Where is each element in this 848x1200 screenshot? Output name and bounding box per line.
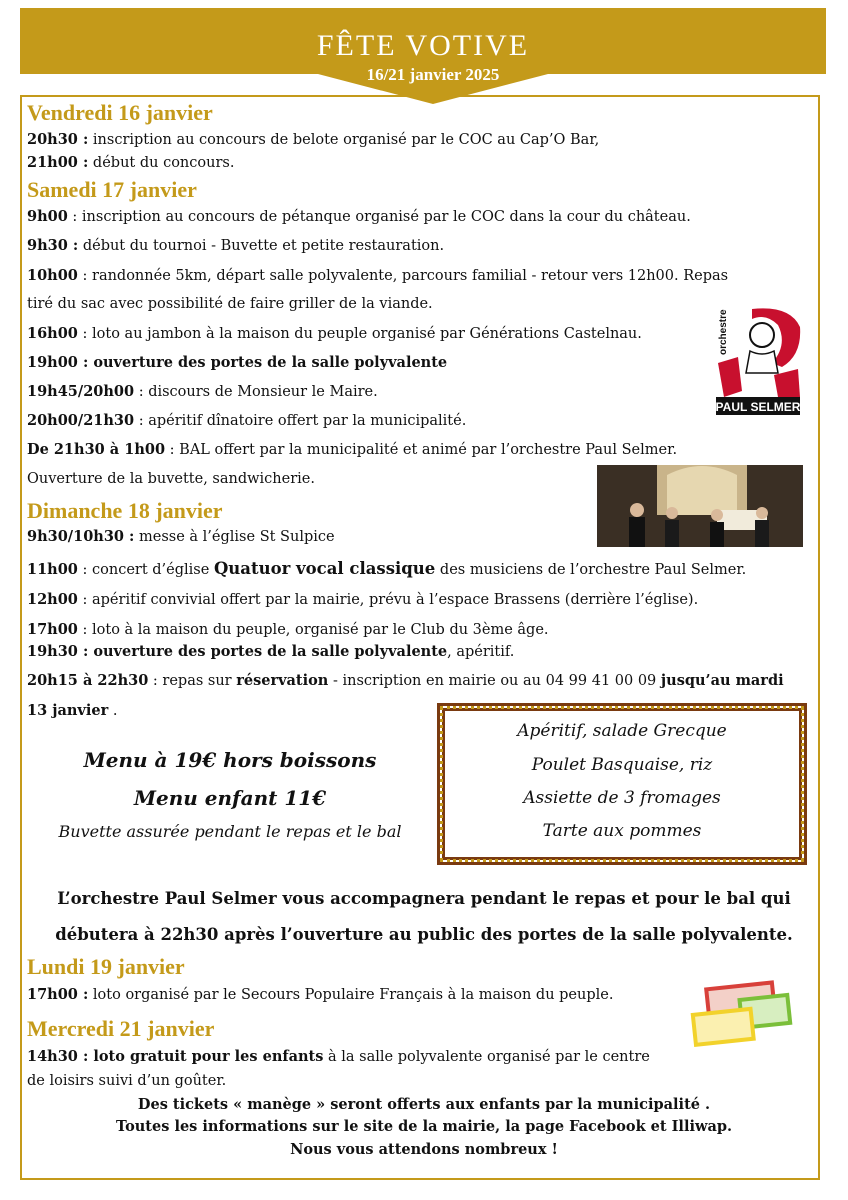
event-dates: 16/21 janvier 2025 [366, 65, 500, 84]
vendredi-line-2: 21h00 : début du concours. [27, 154, 235, 171]
samedi-line-2: 9h30 : début du tournoi - Buvette et petite restauration. [27, 237, 445, 254]
dimanche-line-1: 9h30/10h30 : messe à l’église St Sulpice [27, 528, 335, 545]
samedi-line-7: 20h00/21h30 : apéritif dînatoire offert par la municipalité. [27, 412, 467, 429]
poster-top-text: orchestre [718, 309, 729, 355]
heading-samedi: Samedi 17 janvier [27, 177, 197, 202]
loto-cards-image [685, 980, 795, 1048]
church-concert-photo-art [597, 465, 803, 547]
samedi-line-9: Ouverture de la buvette, sandwicherie. [27, 471, 315, 487]
heading-mercredi: Mercredi 21 janvier [27, 1016, 215, 1041]
footer-line-3: Nous vous attendons nombreux ! [290, 1141, 558, 1158]
menu-item-1: Apéritif, salade Grecque [517, 721, 727, 741]
page-title: FÊTE VOTIVE [316, 29, 530, 62]
menu-item-2: Poulet Basquaise, riz [531, 755, 713, 775]
dimanche-line-4: 17h00 : loto à la maison du peuple, organisé par le Club du 3ème âge. [27, 621, 549, 638]
samedi-line-3b: tiré du sac avec possibilité de faire griller de la viande. [27, 296, 433, 312]
loto-cards-art [685, 980, 795, 1048]
samedi-line-3: 10h00 : randonnée 5km, départ salle polyvalente, parcours familial - retour vers 12h00. Repas [27, 267, 729, 284]
samedi-line-6: 19h45/20h00 : discours de Monsieur le Maire. [27, 383, 378, 400]
mercredi-line-2: de loisirs suivi d’un goûter. [27, 1073, 227, 1089]
menu-price: Menu à 19€ hors boissons [83, 748, 377, 772]
dimanche-line-6: 20h15 à 22h30 : repas sur réservation - inscription en mairie ou au 04 99 41 00 09 jusqu’au mardi [27, 672, 784, 689]
church-concert-photo [597, 465, 803, 547]
footer-line-1: Des tickets « manège » seront offerts aux enfants par la municipalité . [137, 1096, 711, 1113]
heading-dimanche: Dimanche 18 janvier [27, 498, 223, 523]
dimanche-line-3: 12h00 : apéritif convivial offert par la mairie, prévu à l’espace Brassens (derrière l’église). [27, 591, 699, 608]
dimanche-line-2: 11h00 : concert d’église Quatuor vocal classique des musiciens de l’orchestre Paul Selmer. [27, 559, 747, 578]
mercredi-line-1: 14h30 : loto gratuit pour les enfants à la salle polyvalente organisé par le centre [27, 1048, 650, 1065]
orchestra-poster [712, 305, 804, 417]
menu-buvette: Buvette assurée pendant le repas et le bal [58, 822, 402, 841]
vendredi-line-1: 20h30 : inscription au concours de belote organisé par le COC au Cap’O Bar, [27, 131, 600, 148]
menu-item-4: Tarte aux pommes [542, 821, 702, 841]
samedi-line-5: 19h00 : ouverture des portes de la salle polyvalente [27, 354, 448, 371]
menu-child-price: Menu enfant 11€ [133, 786, 327, 810]
samedi-line-1: 9h00 : inscription au concours de pétanque organisé par le COC dans la cour du château. [27, 208, 691, 225]
footer-line-2: Toutes les informations sur le site de la mairie, la page Facebook et Illiwap. [115, 1118, 733, 1135]
orchestra-note-line-1: L’orchestre Paul Selmer vous accompagnera pendant le repas et pour le bal qui [57, 889, 791, 908]
poster-name: PAUL SELMER [715, 400, 801, 414]
heading-lundi: Lundi 19 janvier [27, 954, 185, 979]
dimanche-line-5: 19h30 : ouverture des portes de la salle polyvalente, apéritif. [27, 643, 515, 660]
samedi-line-8: De 21h30 à 1h00 : BAL offert par la municipalité et animé par l’orchestre Paul Selmer. [27, 441, 678, 458]
orchestra-poster-art [712, 305, 804, 417]
samedi-line-4: 16h00 : loto au jambon à la maison du peuple organisé par Générations Castelnau. [27, 325, 642, 342]
orchestra-note-line-2: débutera à 22h30 après l’ouverture au public des portes de la salle polyvalente. [55, 925, 793, 944]
menu-item-3: Assiette de 3 fromages [523, 788, 721, 808]
dimanche-line-6b: 13 janvier . [27, 702, 118, 719]
lundi-line-1: 17h00 : loto organisé par le Secours Populaire Français à la maison du peuple. [27, 986, 614, 1003]
heading-vendredi: Vendredi 16 janvier [27, 100, 213, 125]
